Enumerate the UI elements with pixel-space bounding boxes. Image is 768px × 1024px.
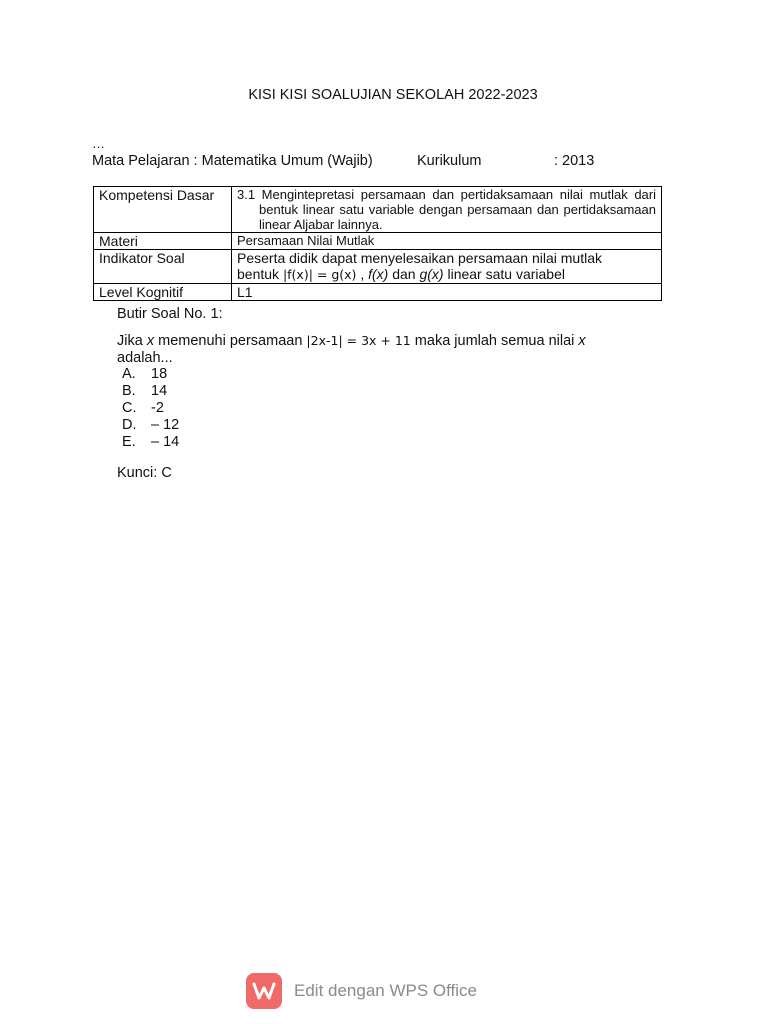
q-var-x: x (146, 333, 155, 349)
wps-edit-button[interactable] (246, 973, 477, 1009)
option-b (122, 383, 179, 400)
option-value: 14 (151, 383, 168, 399)
table-row (94, 233, 662, 250)
option-letter: D. (122, 417, 137, 433)
q-maka: maka jumlah semua nilai (414, 333, 575, 349)
mata-pelajaran: Mata Pelajaran : Matematika Umum (Wajib) (92, 153, 373, 169)
option-letter: C. (122, 400, 137, 416)
option-c (122, 400, 179, 417)
kisi-table (93, 186, 662, 301)
answer-options (122, 366, 179, 451)
level-label: Level Kognitif (94, 284, 232, 301)
option-d (122, 417, 179, 434)
q-jika: Jika (117, 333, 143, 349)
q-equation: |2x-1| = 3x + 11 (306, 333, 411, 348)
option-value: 18 (151, 366, 168, 382)
table-row (94, 187, 662, 233)
option-a (122, 366, 179, 383)
option-letter: A. (122, 366, 136, 382)
q-adalah: adalah... (117, 350, 173, 366)
option-letter: E. (122, 434, 136, 450)
answer-key: Kunci: C (117, 465, 172, 481)
option-value: – 12 (151, 417, 180, 433)
level-value: L1 (232, 284, 662, 301)
kurikulum-label: Kurikulum (417, 153, 482, 169)
materi-label: Materi (94, 233, 232, 250)
butir-soal-heading: Butir Soal No. 1: (117, 306, 223, 322)
q-memenuhi: memenuhi persamaan (158, 333, 303, 349)
indikator-sep: , (360, 266, 365, 282)
kompetensi-label: Kompetensi Dasar (94, 187, 232, 233)
question-text (117, 332, 667, 367)
indikator-label: Indikator Soal (94, 250, 232, 284)
option-e (122, 434, 179, 451)
document-title: KISI KISI SOALUJIAN SEKOLAH 2022-2023 (248, 87, 538, 103)
materi-value: Persamaan Nilai Mutlak (232, 233, 662, 250)
indikator-dan: dan (392, 266, 416, 282)
indikator-line2 (237, 266, 656, 283)
option-letter: B. (122, 383, 136, 399)
ellipsis-text: … (92, 136, 105, 151)
q-var-x2: x (578, 333, 586, 349)
indikator-gx: g(x) (419, 266, 444, 282)
wps-edit-label: Edit dengan WPS Office (294, 981, 478, 1000)
option-value: – 14 (151, 434, 180, 450)
indikator-tail: linear satu variabel (447, 266, 565, 282)
indikator-bentuk: bentuk (237, 266, 280, 282)
kompetensi-text: 3.1 Mengintepretasi persamaan dan pertidaksamaan nilai mutlak dari bentuk linear satu variable dengan persamaan dan pertidaksamaan linear Aljabar lainnya. (237, 187, 656, 232)
kompetensi-value (232, 187, 662, 233)
indikator-formula: |f(x)| = g(x) (282, 267, 357, 282)
indikator-value (232, 250, 662, 284)
wps-w-icon (246, 973, 282, 1009)
table-row (94, 284, 662, 301)
kurikulum-value: : 2013 (554, 153, 595, 169)
option-value: -2 (151, 400, 164, 416)
indikator-fx: f(x) (368, 266, 389, 282)
indikator-line1: Peserta didik dapat menyelesaikan persamaan nilai mutlak (237, 250, 602, 266)
table-row (94, 250, 662, 284)
